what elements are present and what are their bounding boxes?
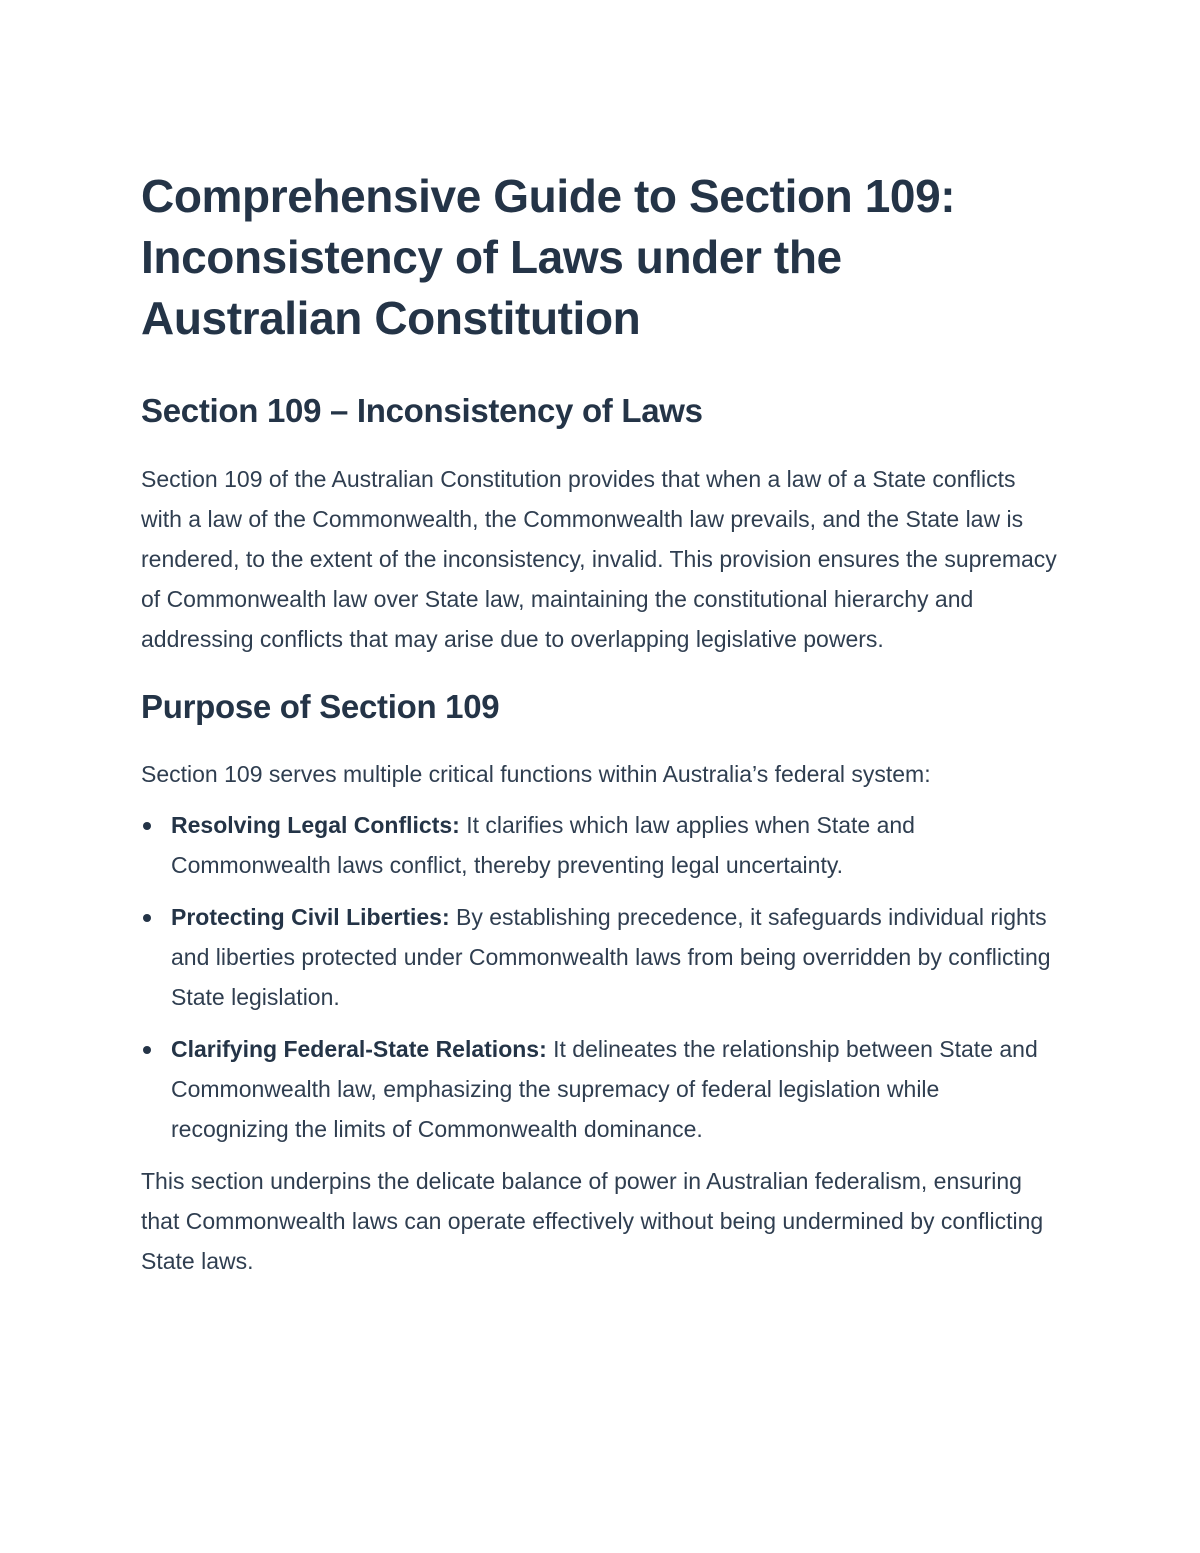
list-item (141, 1029, 1061, 1149)
closing-paragraph: This section underpins the delicate balance of power in Australian federalism, ensuring that Commonwealth laws can operate effectively without being undermined by conflicting State laws. (141, 1168, 1044, 1274)
list-item-term: Clarifying Federal-State Relations: (171, 1036, 547, 1062)
list-item (141, 897, 1061, 1017)
list-item-text: It delineates the relationship between State and Commonwealth law, emphasizing the supremacy of federal legislation while recognizing the limits of Commonwealth dominance. (171, 1036, 1038, 1142)
list-item-term: Resolving Legal Conflicts: (171, 812, 460, 838)
document-title: Comprehensive Guide to Section 109: Inconsistency of Laws under the Australian Constitution (141, 170, 956, 344)
bullet-icon (143, 1046, 151, 1054)
list-item-text: By establishing precedence, it safeguards individual rights and liberties protected under Commonwealth laws from being overridden by conflicting State legislation. (171, 904, 1051, 1010)
list-item-term: Protecting Civil Liberties: (171, 904, 450, 930)
section-paragraph-inconsistency: Section 109 of the Australian Constitution provides that when a law of a State conflicts with a law of the Commonwealth, the Commonwealth law prevails, and the State law is rendered, to the extent of the inconsistency, invalid. This provision ensures the supremacy of Commonwealth law over State law, maintaining the constitutional hierarchy and addressing conflicts that may arise due to overlapping legislative powers. (141, 466, 1057, 652)
document-page (141, 166, 1061, 1281)
list-item (141, 805, 1061, 885)
purpose-intro-paragraph: Section 109 serves multiple critical functions within Australia’s federal system: (141, 761, 931, 787)
list-item-text: It clarifies which law applies when State and Commonwealth laws conflict, thereby preventing legal uncertainty. (171, 812, 915, 878)
purpose-list (141, 805, 1061, 1149)
bullet-icon (143, 822, 151, 830)
bullet-icon (143, 914, 151, 922)
section-heading-inconsistency: Section 109 – Inconsistency of Laws (141, 392, 703, 429)
section-heading-purpose: Purpose of Section 109 (141, 688, 500, 725)
